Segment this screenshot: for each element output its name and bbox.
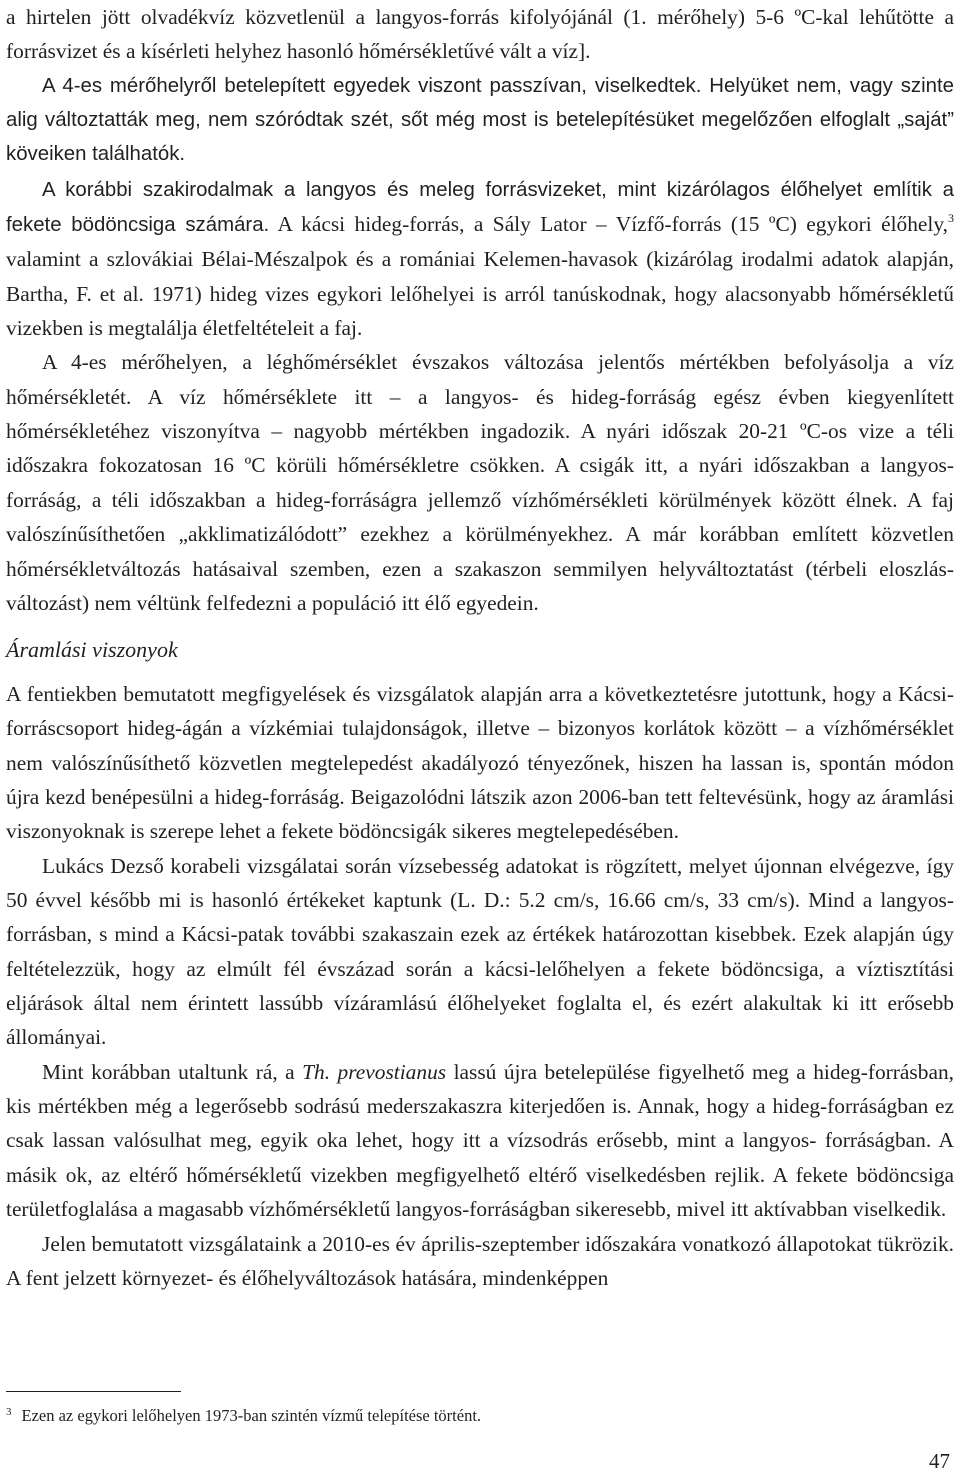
paragraph: Lukács Dezső korabeli vizsgálatai során vízsebesség adatokat is rögzített, melyet újonnan elvégezve, így 50 évvel később mi is hasonló értékeket kaptunk (L. D.: 5.2 cm/s, 16.66 cm/s, 33 cm/s). Mind a langyos-forrásban, s mind a Kácsi-patak további szakaszain ezek az értékek határozottan kisebbek. Ezek alapján úgy feltételezzük, hogy az elmúlt fél évszázad során a kácsi-lelőhelyen a fekete bödöncsiga, a víztisztítási eljárások által nem érintett lassúbb vízáramlású élőhelyeket foglalta el, és ezért alakultak ki itt erősebb állományai. [6, 853, 954, 1050]
footnote-divider [6, 1391, 181, 1392]
paragraph-sentence: Mint korábban utaltunk rá, a [42, 1059, 303, 1084]
paragraph: A 4-es mérőhelyről betelepített egyedek viszont passzívan, viselkedtek. Helyüket nem, vagy szinte alig változtatták meg, nem szóródtak szét, sőt még most is betelepítésüket megelőzően elfoglalt „saját” köveiken találhatók. [6, 74, 954, 166]
page-number: 47 [929, 1449, 950, 1473]
footnote-reference[interactable]: 3 [948, 211, 954, 226]
paragraph [6, 172, 954, 346]
footnote-marker: 3 [6, 1406, 12, 1418]
body-text-section-2 [6, 677, 954, 1295]
species-name: Th. prevostianus [302, 1059, 447, 1084]
paragraph-sentence: valamint a szlovákiai Bélai-Mészalpok és a romániai Kelemen-havasok (kizárólag irodalmi adatok alapján, Bartha, F. et al. 1971) hideg vizes egykori lelőhelyei is arról tanúskodnak, hogy alacsonyabb hőmérsékletű vizekben is megtalálja életfeltételeit a faj. [6, 247, 954, 341]
footnote-text: Ezen az egykori lelőhelyen 1973-ban szintén vízmű telepítése történt. [21, 1406, 482, 1425]
paragraph-sentence: lassú újra betelepülése figyelhető meg a hideg-forrásban, kis mértékben még a legerősebb sodrású mederszakaszra kiterjedően is. Annak, hogy a hideg-forráságban ez csak lassan valósulhat meg, egyik oka lehet, hogy itt a vízsodrás erősebb, mint a langyos- forráságban. A másik ok, az eltérő hőmérsékletű vizekben megfigyelhető eltérő viselkedésben rejlik. A fekete bödöncsiga területfoglalása a magasabb vízhőmérsékletű langyos-forráságban sikeresebb, mivel itt aktívabban viselkedik. [6, 1059, 954, 1222]
page [6, 0, 954, 1473]
paragraph-sentence: A korábbi szakirodalmak a langyos és meleg forrásvizeket, mint kizárólagos élőhelyet említik a fekete bödöncsiga számára. [6, 178, 954, 237]
paragraph: A fentiekben bemutatott megfigyelések és vizsgálatok alapján arra a következtetésre jutottunk, hogy a Kácsi-forráscsoport hideg-ágán a vízkémiai tulajdonságok, illetve – bizonyos korlátok között – a vízhőmérséklet nem valószínűsíthető közvetlen megtelepedést akadályozó tényezőnek, hiszen ha lassan is, spontán módon újra kezd benépesülni a hideg-forráság. Beigazolódni látszik azon 2006-ban tett feltevésünk, hogy az áramlási viszonyoknak is szerepe lehet a fekete bödöncsigák sikeres megtelepedésében. [6, 682, 954, 844]
paragraph-sentence: A kácsi hideg-forrás, a Sály Lator – Vízfő-forrás (15 ºC) egykori élőhely, [269, 212, 948, 237]
paragraph: A 4-es mérőhelyen, a léghőmérséklet évszakos változása jelentős mértékben befolyásolja a víz hőmérsékletét. A víz hőmérséklete itt – a langyos- és hideg-forráság egész évben kiegyenlített hőmérsékletéhez viszonyítva – nagyobb mértékben ingadozik. A nyári időszak 20-21 ºC-os vize a téli időszakra fokozatosan 16 ºC körüli hőmérsékletre csökken. A csigák itt, a nyári időszakban a langyos-forráság, a téli időszakban a hideg-forráságra jellemző vízhőmérsékleti körülmények között élnek. A faj valószínűsíthetően „akklimatizálódott” ezekhez a körülményekhez. A már korábban említett közvetlen hőmérsékletváltozás hatásaival szemben, ezen a szakaszon semmilyen helyváltoztatást (térbeli eloszlás-változást) nem véltünk felfedezni a populáció itt élő egyedein. [6, 350, 954, 615]
paragraph [6, 1055, 954, 1227]
paragraph: a hirtelen jött olvadékvíz közvetlenül a langyos-forrás kifolyójánál (1. mérőhely) 5-6 ºC-kal lehűtötte a forrásvizet és a kísérleti helyhez hasonló hőmérsékletűvé vált a víz]. [6, 5, 954, 64]
paragraph: Jelen bemutatott vizsgálataink a 2010-es év április-szeptember időszakára vonatkozó állapotokat tükrözik. A fent jelzett környezet- és élőhelyváltozások hatására, mindenképpen [6, 1231, 954, 1290]
footnote [6, 1405, 481, 1427]
section-heading: Áramlási viszonyok [6, 637, 178, 662]
body-text-section-1 [6, 0, 954, 620]
